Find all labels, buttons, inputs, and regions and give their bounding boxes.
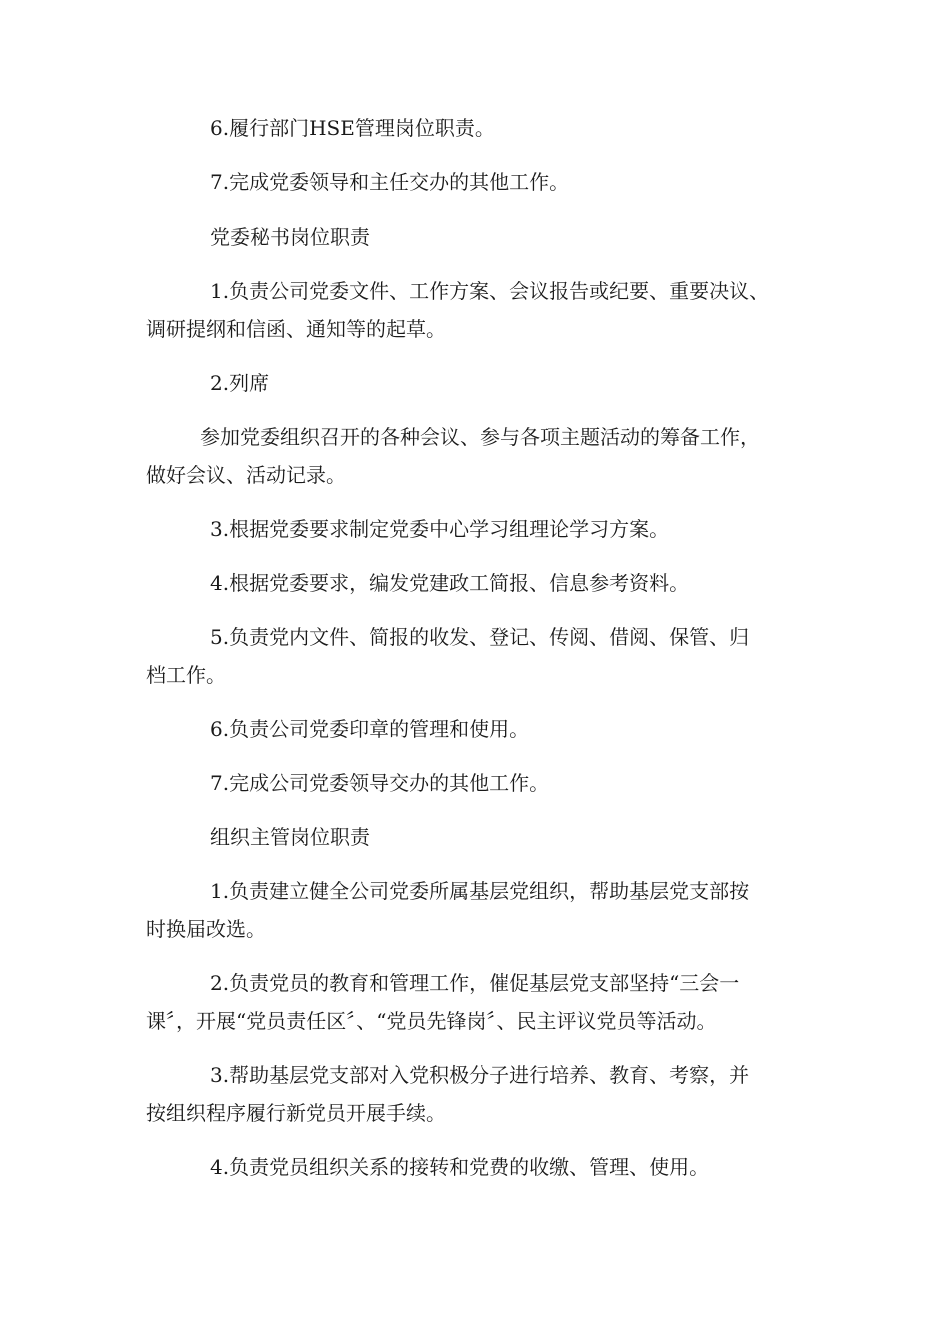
paragraph-line: 课〞，开展“党员责任区〞、“党员先锋岗〞、民主评议党员等活动。 <box>146 1009 717 1033</box>
section-heading: 组织主管岗位职责 <box>210 825 370 849</box>
paragraph-line: 7.完成党委领导和主任交办的其他工作。 <box>210 170 570 194</box>
paragraph-line: 3.根据党委要求制定党委中心学习组理论学习方案。 <box>210 517 670 541</box>
paragraph-line: 1.负责公司党委文件、工作方案、会议报告或纪要、重要决议、 <box>210 279 770 303</box>
paragraph-line: 时换届改选。 <box>146 917 266 941</box>
paragraph-line: 6.履行部门HSE管理岗位职责。 <box>210 116 495 140</box>
paragraph-line: 调研提纲和信函、通知等的起草。 <box>146 317 446 341</box>
paragraph-line: 4.负责党员组织关系的接转和党费的收缴、管理、使用。 <box>210 1155 710 1179</box>
paragraph-line: 2.列席 <box>210 371 270 395</box>
section-heading: 党委秘书岗位职责 <box>210 225 370 249</box>
paragraph-line: 6.负责公司党委印章的管理和使用。 <box>210 717 530 741</box>
paragraph-line: 4.根据党委要求，编发党建政工简报、信息参考资料。 <box>210 571 690 595</box>
paragraph-line: 做好会议、活动记录。 <box>146 463 346 487</box>
paragraph-line: 1.负责建立健全公司党委所属基层党组织，帮助基层党支部按 <box>210 879 750 903</box>
paragraph-line: 档工作。 <box>146 663 226 687</box>
paragraph-line: 2.负责党员的教育和管理工作，催促基层党支部坚持“三会一 <box>210 971 740 995</box>
paragraph-line: 5.负责党内文件、简报的收发、登记、传阅、借阅、保管、归 <box>210 625 750 649</box>
paragraph-line: 7.完成公司党委领导交办的其他工作。 <box>210 771 550 795</box>
paragraph-line: 参加党委组织召开的各种会议、参与各项主题活动的筹备工作， <box>200 425 760 449</box>
paragraph-line: 按组织程序履行新党员开展手续。 <box>146 1101 446 1125</box>
paragraph-line: 3.帮助基层党支部对入党积极分子进行培养、教育、考察，并 <box>210 1063 750 1087</box>
